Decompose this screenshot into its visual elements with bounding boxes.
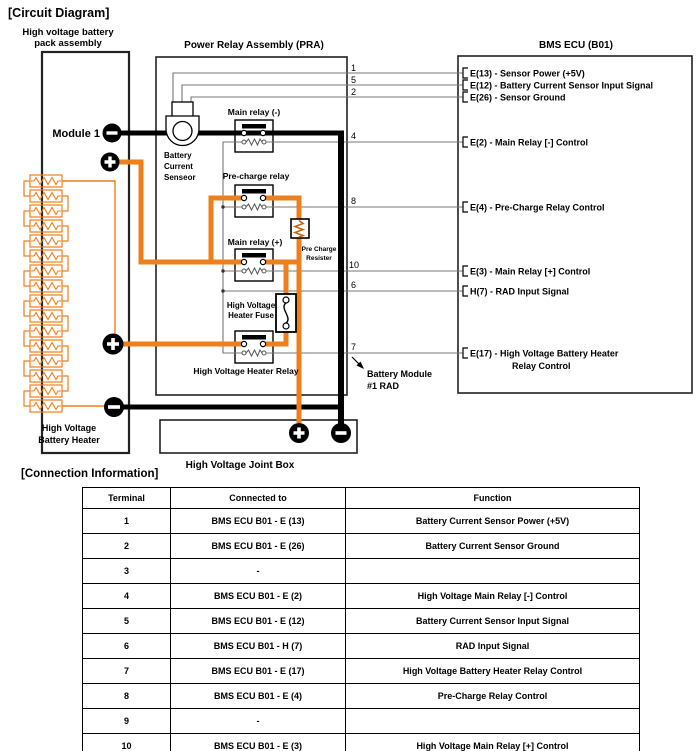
ecu-pin-e13: E(13) - Sensor Power (+5V): [470, 68, 585, 79]
cell-function: [346, 559, 640, 584]
wire-number-7: 7: [351, 342, 357, 352]
ecu-pin-e26: E(26) - Sensor Ground: [470, 92, 566, 103]
header-function: Function: [346, 488, 640, 509]
heater-relay-label: High Voltage Heater Relay: [193, 366, 299, 376]
precharge-resistor: [291, 219, 309, 238]
ecu-pin-e17-2: Relay Control: [512, 361, 571, 371]
ecu-pin-e12: E(12) - Battery Current Sensor Input Signal: [470, 80, 654, 91]
module1-label: Module 1: [52, 128, 100, 140]
cell-terminal: 1: [83, 509, 171, 534]
pra-title: Power Relay Assembly (PRA): [184, 40, 324, 51]
sensor-label-1: Battery: [164, 151, 192, 160]
wire-number-6: 6: [351, 280, 357, 290]
cell-function: Pre-Charge Relay Control: [346, 684, 640, 709]
ecu-pin-e17-1: E(17) - High Voltage Battery Heater: [470, 348, 619, 359]
cell-function: RAD Input Signal: [346, 634, 640, 659]
table-row: [83, 609, 640, 634]
circuit-section-title: [Circuit Diagram]: [8, 6, 110, 20]
sensor-label-3: Senseor: [164, 173, 196, 182]
heater-negative-terminal: [104, 397, 124, 417]
main-relay-neg-body: [235, 120, 273, 152]
ecu-pin-e2: E(2) - Main Relay [-] Control: [470, 137, 589, 148]
ecu-title: BMS ECU (B01): [539, 40, 613, 51]
main-relay-pos-body: [235, 249, 273, 281]
cell-terminal: 10: [83, 734, 171, 751]
jointbox-positive-post: [289, 423, 309, 443]
cell-connected-to: BMS ECU B01 - E (4): [171, 684, 346, 709]
cell-terminal: 3: [83, 559, 171, 584]
cell-function: Battery Current Sensor Ground: [346, 534, 640, 559]
module1-negative-terminal: [103, 124, 122, 143]
cell-function: High Voltage Main Relay [-] Control: [346, 584, 640, 609]
cell-function: Battery Current Sensor Input Signal: [346, 609, 640, 634]
header-terminal: Terminal: [83, 488, 171, 509]
heater-fuse-label-2: Heater Fuse: [228, 311, 274, 320]
battery-pack-title-1: High voltage battery: [22, 27, 114, 38]
cell-function: Battery Current Sensor Power (+5V): [346, 509, 640, 534]
table-row: [83, 559, 640, 584]
cell-connected-to: BMS ECU B01 - E (3): [171, 734, 346, 751]
heater-positive-terminal: [103, 334, 124, 355]
main-relay-pos-label: Main relay (+): [227, 237, 283, 247]
rad-annotation-arrow: [352, 357, 364, 369]
wire-number-1: 1: [351, 63, 357, 73]
cell-connected-to: BMS ECU B01 - E (17): [171, 659, 346, 684]
cell-terminal: 9: [83, 709, 171, 734]
wire-number-2: 2: [351, 87, 357, 97]
cell-terminal: 6: [83, 634, 171, 659]
heater-relay-body: [235, 331, 273, 363]
cell-function: High Voltage Battery Heater Relay Control: [346, 659, 640, 684]
wire-number-8: 8: [351, 196, 357, 206]
table-row: [83, 659, 640, 684]
cell-connected-to: BMS ECU B01 - H (7): [171, 634, 346, 659]
cell-terminal: 7: [83, 659, 171, 684]
sensor-label-2: Current: [164, 162, 193, 171]
cell-function: High Voltage Main Relay [+] Control: [346, 734, 640, 751]
cell-function: [346, 709, 640, 734]
cell-terminal: 2: [83, 534, 171, 559]
rad-annotation-1: Battery Module: [367, 369, 433, 379]
bms-ecu-box: [458, 56, 692, 393]
table-row: [83, 534, 640, 559]
ecu-pin-h7: H(7) - RAD Input Signal: [470, 286, 569, 297]
cell-connected-to: BMS ECU B01 - E (12): [171, 609, 346, 634]
table-row: [83, 709, 640, 734]
ecu-pin-e3: E(3) - Main Relay [+] Control: [470, 266, 591, 277]
cell-terminal: 4: [83, 584, 171, 609]
cell-connected-to: -: [171, 709, 346, 734]
precharge-resistor-label-2: Resister: [306, 255, 332, 262]
header-connected-to: Connected to: [171, 488, 346, 509]
connection-table: [82, 487, 640, 751]
heater-fuse: [276, 294, 296, 332]
heater-label-1: High Voltage: [41, 423, 97, 433]
wire-number-10: 10: [349, 260, 360, 270]
cell-terminal: 5: [83, 609, 171, 634]
table-row: [83, 509, 640, 534]
precharge-resistor-label-1: Pre Charge: [301, 246, 337, 253]
battery-pack-title-2: pack assembly: [34, 38, 102, 49]
battery-positive-terminal: [101, 153, 120, 172]
cell-connected-to: BMS ECU B01 - E (26): [171, 534, 346, 559]
joint-box: [160, 420, 357, 453]
connection-section-title: [Connection Information]: [21, 468, 159, 480]
cell-terminal: 8: [83, 684, 171, 709]
table-row: [83, 634, 640, 659]
cell-connected-to: BMS ECU B01 - E (13): [171, 509, 346, 534]
rad-annotation-2: #1 RAD: [367, 381, 400, 391]
precharge-relay-label: Pre-charge relay: [222, 171, 290, 181]
table-row: [83, 584, 640, 609]
table-row: [83, 684, 640, 709]
heater-label-2: Battery Heater: [38, 435, 100, 445]
joint-box-label: High Voltage Joint Box: [185, 460, 295, 471]
wire-number-4: 4: [351, 131, 357, 141]
jointbox-negative-post: [331, 423, 351, 443]
table-row: [83, 734, 640, 751]
precharge-relay-body: [235, 185, 273, 217]
heater-fuse-label-1: High Voltage: [226, 301, 276, 310]
cell-connected-to: -: [171, 559, 346, 584]
cell-connected-to: BMS ECU B01 - E (2): [171, 584, 346, 609]
wire-number-5: 5: [351, 75, 357, 85]
main-relay-neg-label: Main relay (-): [227, 107, 281, 117]
ecu-pin-e4: E(4) - Pre-Charge Relay Control: [470, 202, 605, 213]
table-header-row: [83, 488, 640, 509]
